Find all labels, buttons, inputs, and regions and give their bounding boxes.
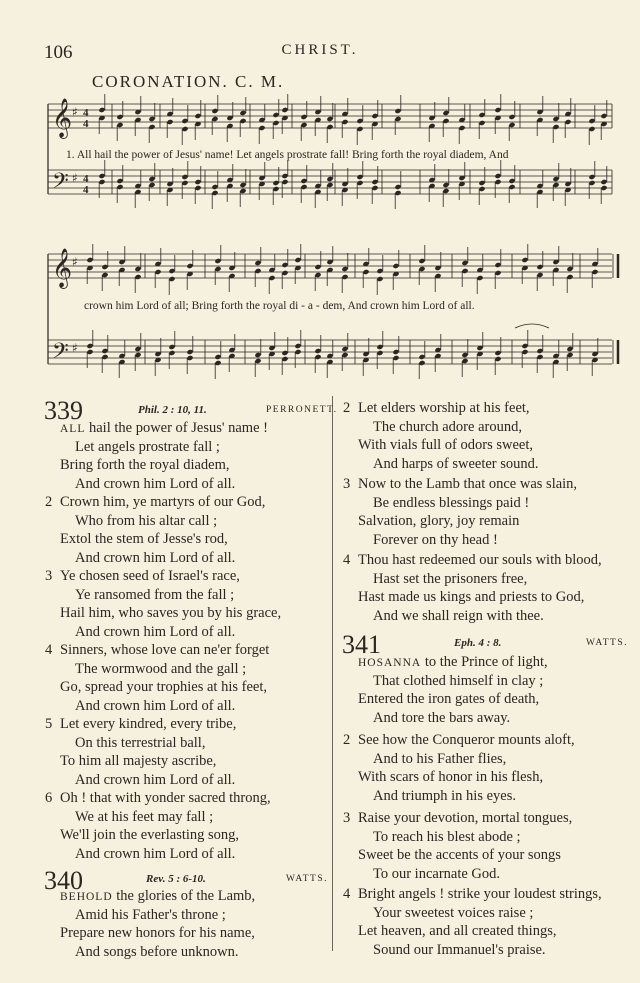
- line-text: On this terrestrial ball,: [75, 734, 206, 751]
- hymn-line: [75, 587, 234, 604]
- treble-clef-icon: 𝄞: [52, 98, 73, 138]
- line-text: Ye chosen seed of Israel's race,: [60, 568, 240, 584]
- hymn-line: [75, 624, 235, 641]
- line-text: And we shall reign with thee.: [373, 607, 544, 624]
- hymn-line: [373, 710, 510, 727]
- hymn-line: [358, 923, 556, 940]
- stanza-number: 2: [343, 400, 351, 416]
- first-word: BEHOLD: [60, 891, 113, 903]
- hymn-number: 339: [44, 396, 83, 425]
- line-text: Prepare new honors for his name,: [60, 925, 255, 941]
- hymn-line: [343, 886, 602, 903]
- line-text: And songs before unknown.: [75, 943, 239, 960]
- line-text: And triumph in his eyes.: [373, 787, 516, 804]
- line-text: Crown him, ye martyrs of our God,: [60, 494, 266, 510]
- hymn-line: [75, 735, 205, 752]
- line-text: And crown him Lord of all.: [75, 771, 236, 788]
- line-text: Sinners, whose love can ne'er forget: [60, 642, 270, 658]
- line-text: And crown him Lord of all.: [75, 623, 236, 640]
- line-text: Let angels prostrate fall ;: [75, 438, 220, 455]
- hymn-line: [60, 888, 255, 905]
- line-text: Who from his altar call ;: [75, 512, 218, 529]
- scripture-reference: Eph. 4 : 8.: [454, 637, 502, 649]
- hymn-line: [60, 605, 281, 622]
- line-text: We at his feet may fall ;: [75, 808, 214, 825]
- line-text: to the Prince of light,: [424, 654, 548, 670]
- line-text: Bright angels ! strike your loudest strings,: [358, 886, 602, 902]
- time-signature: 4: [83, 107, 89, 119]
- line-text: Oh ! that with yonder sacred throng,: [60, 790, 271, 806]
- hymn-line: [373, 866, 500, 883]
- sharp-icon: ♯: [72, 105, 78, 119]
- hymn-line: [373, 419, 522, 436]
- bass-staff: [48, 170, 612, 194]
- music-system-2: [0, 242, 640, 382]
- line-text: Amid his Father's throne ;: [75, 906, 226, 923]
- time-signature: 4: [83, 173, 89, 185]
- treble-clef-icon: 𝄞: [52, 248, 73, 288]
- stanza-number: 6: [45, 790, 53, 806]
- author-name: WATTS.: [286, 874, 328, 884]
- hymn-line: [60, 679, 267, 696]
- line-text: Let heaven, and all created things,: [358, 923, 557, 939]
- hymn-line: [75, 513, 217, 530]
- author-name: WATTS.: [586, 638, 628, 648]
- tune-title: [92, 72, 284, 92]
- column-divider: [332, 396, 333, 951]
- hymn-line: [60, 420, 268, 437]
- line-text: Salvation, glory, joy remain: [358, 513, 520, 529]
- line-text: With vials full of odors sweet,: [358, 437, 533, 453]
- line-text: Go, spread your trophies at his feet,: [60, 679, 267, 695]
- tune-name: CORONATION.: [92, 72, 229, 91]
- stanza-number: 4: [45, 642, 53, 658]
- stanza-number: 4: [343, 886, 351, 902]
- line-text: Hast set the prisoners free,: [373, 570, 528, 587]
- hymn-line: [75, 944, 239, 961]
- tune-meter: C. M.: [235, 72, 285, 91]
- stanza-number: 4: [343, 552, 351, 568]
- hymn-line: [373, 532, 498, 549]
- hymn-line: [60, 457, 230, 474]
- line-text: Hast made us kings and priests to God,: [358, 589, 585, 605]
- hymn-line: [343, 732, 575, 749]
- hymn-line: [75, 907, 226, 924]
- stanza-number: 5: [45, 716, 53, 732]
- scripture-reference: Rev. 5 : 6-10.: [146, 873, 206, 885]
- hymn-line: [373, 673, 543, 690]
- time-signature: 4: [83, 184, 89, 196]
- hymn-line: [373, 456, 539, 473]
- hymn-line: [358, 691, 539, 708]
- hymn-number: 341: [342, 630, 381, 659]
- slur: [515, 324, 549, 328]
- line-text: And crown him Lord of all.: [75, 475, 236, 492]
- hymn-line: [343, 400, 530, 417]
- hymn-line: [373, 942, 546, 959]
- line-text: hail the power of Jesus' name !: [88, 420, 268, 436]
- hymn-line: [75, 698, 235, 715]
- hymn-line: [45, 790, 271, 807]
- stanza-number: 3: [343, 810, 351, 826]
- line-text: With scars of honor in his flesh,: [358, 769, 544, 785]
- hymn-line: [358, 437, 533, 454]
- hymn-line: [343, 476, 578, 493]
- line-text: Ye ransomed from the fall ;: [75, 586, 235, 603]
- line-text: And crown him Lord of all.: [75, 549, 236, 566]
- scripture-reference: Phil. 2 : 10, 11.: [138, 404, 207, 416]
- hymn-line: [45, 716, 237, 733]
- hymn-line: [373, 905, 533, 922]
- stanza-number: 2: [45, 494, 53, 510]
- first-word: HOSANNA: [358, 657, 422, 669]
- hymn-line: [75, 661, 246, 678]
- line-text: Your sweetest voices raise ;: [373, 904, 534, 921]
- line-text: Sound our Immanuel's praise.: [373, 941, 546, 958]
- stanza-number: 3: [343, 476, 351, 492]
- line-text: Bring forth the royal diadem,: [60, 457, 230, 473]
- hymn-line: [45, 568, 240, 585]
- line-text: See how the Conqueror mounts aloft,: [358, 732, 575, 748]
- hymn-line: [343, 810, 573, 827]
- hymn-line: [373, 608, 544, 625]
- line-text: The wormwood and the gall ;: [75, 660, 247, 677]
- page-number: 106: [44, 42, 73, 63]
- first-word: ALL: [60, 423, 86, 435]
- line-text: And harps of sweeter sound.: [373, 455, 539, 472]
- hymn-line: [358, 589, 584, 606]
- line-text: Let elders worship at his feet,: [358, 400, 530, 416]
- lyric-line-2: crown him Lord of all; Bring forth the royal di - a - dem, And crown him Lord of all.: [84, 300, 475, 312]
- hymn-line: [75, 772, 235, 789]
- hymn-line: [373, 571, 527, 588]
- hymn-number: 340: [44, 866, 83, 895]
- line-text: Be endless blessings paid !: [373, 494, 530, 511]
- bass-clef-icon: 𝄢: [52, 169, 69, 199]
- hymn-line: [373, 788, 516, 805]
- author-name: PERRONETT.: [266, 405, 338, 415]
- line-text: To him all majesty ascribe,: [60, 753, 217, 769]
- hymn-line: [60, 827, 239, 844]
- stanza-number: 3: [45, 568, 53, 584]
- stanza-number: 2: [343, 732, 351, 748]
- line-text: The church adore around,: [373, 418, 522, 435]
- sharp-icon: ♯: [72, 341, 78, 355]
- hymn-line: [358, 769, 543, 786]
- line-text: Hail him, who saves you by his grace,: [60, 605, 282, 621]
- time-signature: 4: [83, 118, 89, 130]
- line-text: Let every kindred, every tribe,: [60, 716, 237, 732]
- hymn-line: [75, 846, 235, 863]
- line-text: That clothed himself in clay ;: [373, 672, 544, 689]
- line-text: Now to the Lamb that once was slain,: [358, 476, 578, 492]
- bass-clef-icon: 𝄢: [52, 339, 69, 369]
- hymn-line: [75, 809, 213, 826]
- hymn-line: [358, 847, 561, 864]
- treble-staff: [48, 104, 612, 128]
- hymn-line: [45, 642, 270, 659]
- hymn-line: [373, 495, 529, 512]
- line-text: To reach his blest abode ;: [373, 828, 521, 845]
- hymn-line: [60, 925, 255, 942]
- hymn-line: [60, 753, 216, 770]
- sharp-icon: ♯: [72, 255, 78, 269]
- line-text: Thou hast redeemed our souls with blood,: [358, 552, 602, 568]
- hymn-line: [75, 550, 235, 567]
- line-text: And tore the bars away.: [373, 709, 511, 726]
- hymn-line: [358, 513, 519, 530]
- hymn-line: [75, 439, 220, 456]
- lyric-line-1: 1. All hail the power of Jesus' name! Let angels prostrate fall! Bring forth the royal diadem, And: [66, 149, 509, 161]
- line-text: Forever on thy head !: [373, 531, 498, 548]
- line-text: And crown him Lord of all.: [75, 697, 236, 714]
- line-text: Raise your devotion, mortal tongues,: [358, 810, 573, 826]
- line-text: Entered the iron gates of death,: [358, 691, 540, 707]
- hymn-line: [60, 531, 228, 548]
- line-text: the glories of the Lamb,: [116, 888, 256, 904]
- line-text: To our incarnate God.: [373, 865, 501, 882]
- hymn-line: [358, 654, 548, 671]
- line-text: And crown him Lord of all.: [75, 845, 236, 862]
- line-text: Extol the stem of Jesse's rod,: [60, 531, 228, 547]
- hymn-line: [45, 494, 266, 511]
- sharp-icon: ♯: [72, 171, 78, 185]
- hymn-line: [75, 476, 235, 493]
- line-text: Sweet be the accents of your songs: [358, 847, 561, 863]
- hymn-line: [373, 751, 506, 768]
- line-text: And to his Father flies,: [373, 750, 507, 767]
- running-head: CHRIST.: [281, 42, 359, 58]
- hymn-line: [343, 552, 602, 569]
- line-text: We'll join the everlasting song,: [60, 827, 240, 843]
- hymn-line: [373, 829, 521, 846]
